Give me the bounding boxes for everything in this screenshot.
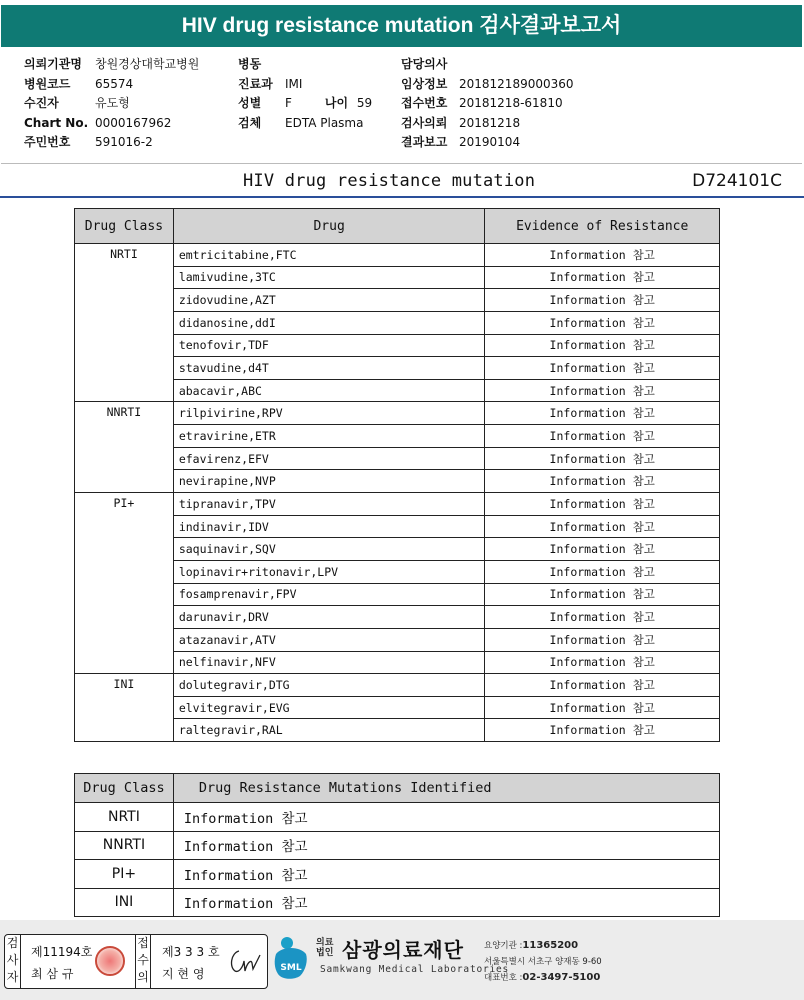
drug-class-cell: NRTI <box>75 244 174 402</box>
drug-name-cell: lopinavir+ritonavir,LPV <box>173 560 485 583</box>
info-value: 201812189000360 <box>459 76 574 91</box>
signature <box>225 945 263 977</box>
drug-name-cell: rilpivirine,RPV <box>173 402 485 425</box>
drug-name-cell: nelfinavir,NFV <box>173 651 485 674</box>
company-name-english: Samkwang Medical Laboratories <box>320 964 510 975</box>
patient-info-column-2 <box>238 55 372 133</box>
info-row <box>401 75 574 95</box>
report-title-bar <box>1 5 802 47</box>
info-value: 65574 <box>95 76 134 91</box>
evidence-cell: Information 참고 <box>485 606 720 629</box>
info-label: 임상정보 <box>401 76 448 91</box>
drug-name-cell: elvitegravir,EVG <box>173 696 485 719</box>
drug-name-cell: stavudine,d4T <box>173 357 485 380</box>
info-row <box>24 75 199 95</box>
drug-name-cell: zidovudine,AZT <box>173 289 485 312</box>
drug-name-cell: nevirapine,NVP <box>173 470 485 493</box>
info-label: 검체 <box>238 115 262 130</box>
evidence-cell: Information 참고 <box>485 628 720 651</box>
contact-info <box>484 938 602 987</box>
info-row <box>401 114 574 134</box>
receiver-name: 지 현 영 <box>162 967 205 981</box>
header-drug-class: Drug Class <box>75 209 174 244</box>
table-row <box>75 803 720 832</box>
info-label: 접수번호 <box>401 96 448 110</box>
info-label: 의뢰기관명 <box>24 57 82 71</box>
info-row <box>238 75 372 95</box>
header-evidence: Evidence of Resistance <box>485 209 720 244</box>
header-mutations: Drug Resistance Mutations Identified <box>173 774 719 803</box>
drug-class-cell: INI <box>75 674 174 742</box>
drug-name-cell: efavirenz,EFV <box>173 447 485 470</box>
logo-badge-text: SML <box>280 963 302 973</box>
header-drug-class: Drug Class <box>75 774 174 803</box>
evidence-cell: Information 참고 <box>485 379 720 402</box>
drug-name-cell: atazanavir,ATV <box>173 628 485 651</box>
drug-name-cell: lamivudine,3TC <box>173 266 485 289</box>
info-label: 담당의사 <box>401 57 448 71</box>
drug-name-cell: tenofovir,TDF <box>173 334 485 357</box>
table-row <box>75 493 720 516</box>
info-label: 결과보고 <box>401 135 448 149</box>
evidence-cell: Information 참고 <box>485 560 720 583</box>
info-row <box>24 55 199 75</box>
info-row <box>24 114 199 134</box>
age-label: 나이 <box>324 96 349 110</box>
institution-code: 요양기관 :11365200 <box>484 940 579 951</box>
signature-box <box>4 934 268 989</box>
patient-info-column-1 <box>24 55 199 153</box>
drug-name-cell: darunavir,DRV <box>173 606 485 629</box>
table-row <box>75 888 720 917</box>
drug-class-cell: NNRTI <box>75 402 174 493</box>
evidence-cell: Information 참고 <box>485 470 720 493</box>
drug-name-cell: indinavir,IDV <box>173 515 485 538</box>
info-value: 20190104 <box>459 135 521 149</box>
info-value: 0000167962 <box>95 115 172 130</box>
info-label: 주민번호 <box>24 135 71 149</box>
info-row <box>401 133 574 153</box>
evidence-cell: Information 참고 <box>485 244 720 267</box>
mutation-cell: Information 참고 <box>173 888 719 917</box>
info-row <box>238 94 372 114</box>
drug-name-cell: emtricitabine,FTC <box>173 244 485 267</box>
info-label: 성별 <box>238 96 262 110</box>
vertical-label-char: 수 <box>137 953 149 967</box>
evidence-cell: Information 참고 <box>485 311 720 334</box>
evidence-cell: Information 참고 <box>485 493 720 516</box>
info-row <box>238 55 372 75</box>
info-row <box>24 133 199 153</box>
evidence-cell: Information 참고 <box>485 651 720 674</box>
evidence-cell: Information 참고 <box>485 266 720 289</box>
logo-prefix-bottom: 법인 <box>316 948 334 958</box>
info-row <box>238 114 372 134</box>
patient-info-column-3 <box>401 55 574 153</box>
drug-name-cell: etravirine,ETR <box>173 425 485 448</box>
table-row <box>75 674 720 697</box>
table-row <box>75 831 720 860</box>
info-value: 유도형 <box>95 96 130 110</box>
evidence-cell: Information 참고 <box>485 515 720 538</box>
drug-name-cell: saquinavir,SQV <box>173 538 485 561</box>
examiner-label <box>5 935 21 988</box>
logo-prefix <box>316 938 333 958</box>
evidence-cell: Information 참고 <box>485 334 720 357</box>
info-label: 진료과 <box>238 76 273 91</box>
evidence-cell: Information 참고 <box>485 357 720 380</box>
drug-name-cell: abacavir,ABC <box>173 379 485 402</box>
vertical-label-char: 검 <box>6 936 19 950</box>
company-name: 삼광의료재단 <box>342 938 464 962</box>
info-label: 병동 <box>238 57 262 71</box>
info-value: IMI <box>285 76 303 91</box>
drug-class-cell: PI+ <box>75 860 174 889</box>
evidence-cell: Information 참고 <box>485 719 720 742</box>
table-row <box>75 244 720 267</box>
report-title: HIV drug resistance mutation 검사결과보고서 <box>181 14 622 37</box>
header-drug: Drug <box>173 209 485 244</box>
drug-resistance-table <box>74 208 720 742</box>
drug-name-cell: tipranavir,TPV <box>173 493 485 516</box>
divider-blue <box>0 196 804 198</box>
age-value: 59 <box>356 96 373 110</box>
info-value: 20181218 <box>459 115 521 130</box>
mutation-table <box>74 773 720 917</box>
drug-class-cell: NNRTI <box>75 831 174 860</box>
examiner-number: 제11194호 <box>31 945 93 959</box>
mutation-cell: Information 참고 <box>173 860 719 889</box>
drug-name-cell: dolutegravir,DTG <box>173 674 485 697</box>
seal-stamp <box>95 946 125 976</box>
info-value: F <box>285 96 292 110</box>
divider <box>1 163 802 164</box>
drug-class-cell: NRTI <box>75 803 174 832</box>
info-label: 수진자 <box>24 96 59 110</box>
sml-logo-icon <box>272 934 312 982</box>
evidence-cell: Information 참고 <box>485 583 720 606</box>
info-label: 검사의뢰 <box>401 115 448 130</box>
logo-prefix-top: 의료 <box>316 938 334 948</box>
info-row <box>24 94 199 114</box>
drug-name-cell: raltegravir,RAL <box>173 719 485 742</box>
info-value: 창원경상대학교병원 <box>95 57 200 71</box>
document-title: HIV drug resistance mutation <box>243 171 536 191</box>
drug-class-cell: PI+ <box>75 493 174 674</box>
phone: 대표번호 :02-3497-5100 <box>484 972 601 983</box>
vertical-label-char: 사 <box>6 953 19 967</box>
evidence-cell: Information 참고 <box>485 425 720 448</box>
evidence-cell: Information 참고 <box>485 538 720 561</box>
address: 서울특별시 서초구 양재동 9-60 <box>484 956 602 967</box>
info-value: 591016-2 <box>95 135 153 149</box>
mutation-cell: Information 참고 <box>173 803 719 832</box>
drug-class-cell: INI <box>75 888 174 917</box>
evidence-cell: Information 참고 <box>485 289 720 312</box>
evidence-cell: Information 참고 <box>485 696 720 719</box>
receiver-number: 제3 3 3 호 <box>162 945 220 959</box>
table-row <box>75 860 720 889</box>
drug-name-cell: fosamprenavir,FPV <box>173 583 485 606</box>
info-label: Chart No. <box>24 115 89 130</box>
evidence-cell: Information 참고 <box>485 447 720 470</box>
table-row <box>75 402 720 425</box>
info-label: 병원코드 <box>24 76 71 91</box>
drug-name-cell: didanosine,ddI <box>173 311 485 334</box>
vertical-label-char: 의 <box>137 970 149 984</box>
document-code: D724101C <box>692 171 782 191</box>
receiver-label <box>135 935 151 988</box>
info-value: EDTA Plasma <box>285 115 364 130</box>
vertical-label-char: 자 <box>6 970 19 984</box>
mutation-cell: Information 참고 <box>173 831 719 860</box>
examiner-name: 최 삼 규 <box>31 967 74 981</box>
info-row <box>401 94 574 114</box>
vertical-label-char: 접 <box>137 936 149 950</box>
info-value: 20181218-61810 <box>459 96 563 110</box>
evidence-cell: Information 참고 <box>485 674 720 697</box>
info-row <box>401 55 574 75</box>
evidence-cell: Information 참고 <box>485 402 720 425</box>
